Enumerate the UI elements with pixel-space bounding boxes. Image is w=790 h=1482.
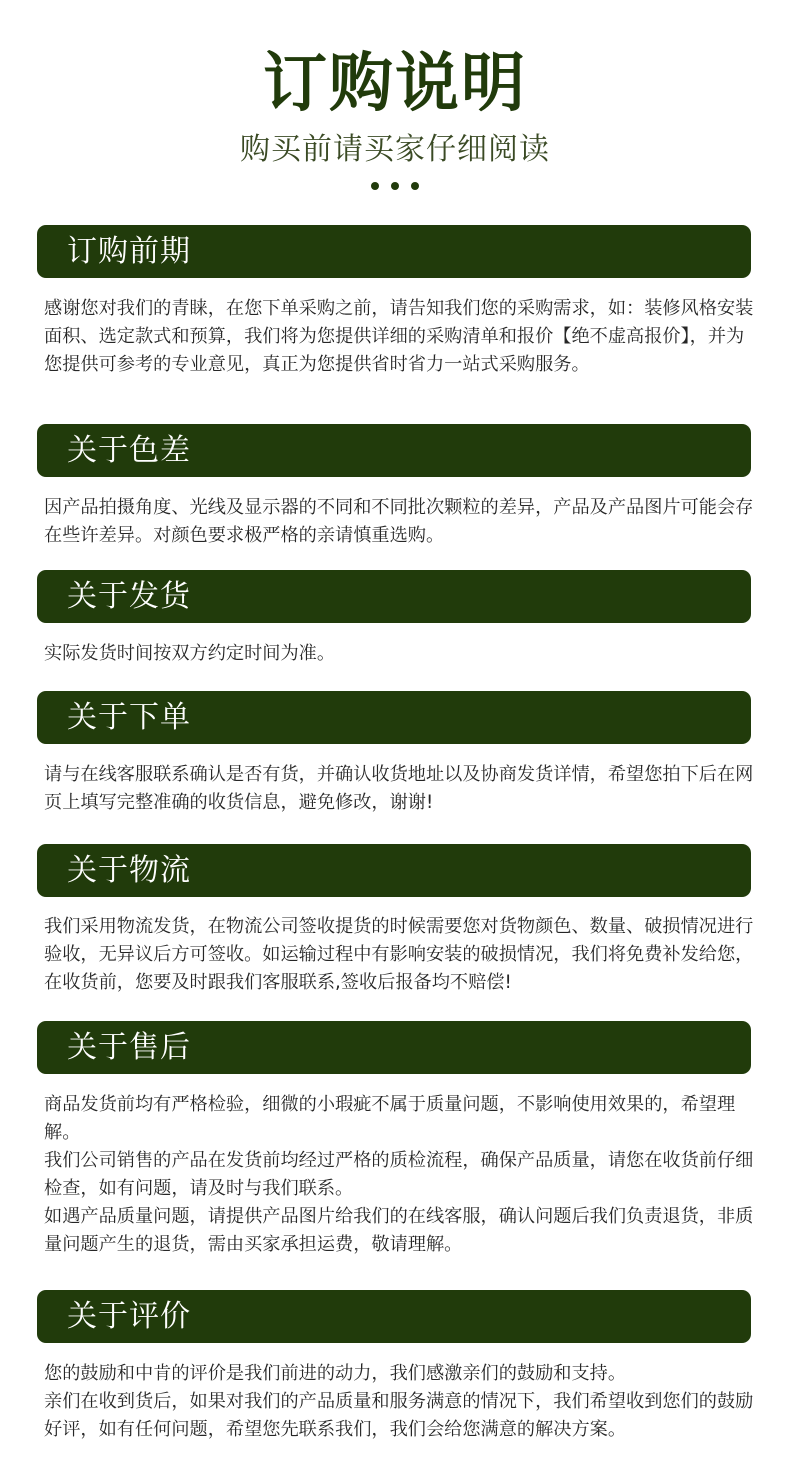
dot-icon <box>411 182 419 190</box>
page-subtitle: 购买前请买家仔细阅读 <box>240 132 550 167</box>
section-heading-color: 关于色差 <box>37 424 751 477</box>
paragraph: 商品发货前均有严格检验，细微的小瑕疵不属于质量问题，不影响使用效果的，希望理解。 <box>44 1094 736 1143</box>
section-heading-ordering: 订购前期 <box>37 225 751 278</box>
paragraph: 实际发货时间按双方约定时间为准。 <box>44 643 336 664</box>
paragraph: 亲们在收到货后，如果对我们的产品质量和服务满意的情况下，我们希望收到您们的鼓励好评，如有任何问题，希望您先联系我们，我们会给您满意的解决方案。 <box>44 1391 754 1440</box>
paragraph: 我们公司销售的产品在发货前均经过严格的质检流程，确保产品质量，请您在收货前仔细检查，如有问题，请及时与我们联系。 <box>44 1150 754 1199</box>
section-body-shipping <box>44 640 756 668</box>
section-body-color <box>44 494 756 550</box>
section-body-reviews <box>44 1360 756 1444</box>
section-heading-shipping: 关于发货 <box>37 570 751 623</box>
dot-icon <box>391 182 399 190</box>
paragraph: 我们采用物流发货，在物流公司签收提货的时候需要您对货物颜色、数量、破损情况进行验收，无异议后方可签收。如运输过程中有影响安装的破损情况，我们将免费补发给您，在收货前，您要及时跟我们客服联系,签收后报备均不赔偿! <box>44 916 754 993</box>
paragraph: 请与在线客服联系确认是否有货，并确认收货地址以及协商发货详情，希望您拍下后在网页上填写完整准确的收货信息，避免修改，谢谢! <box>44 764 754 813</box>
section-body-order <box>44 761 756 817</box>
section-body-ordering <box>44 295 756 379</box>
paragraph: 您的鼓励和中肯的评价是我们前进的动力，我们感激亲们的鼓励和支持。 <box>44 1363 627 1384</box>
paragraph: 感谢您对我们的青睐，在您下单采购之前，请告知我们您的采购需求，如：装修风格安装面积、选定款式和预算，我们将为您提供详细的采购清单和报价【绝不虚高报价】，并为您提供可参考的专业意见，真正为您提供省时省力一站式采购服务。 <box>44 298 754 375</box>
section-heading-order: 关于下单 <box>37 691 751 744</box>
section-heading-aftersales: 关于售后 <box>37 1021 751 1074</box>
paragraph: 如遇产品质量问题，请提供产品图片给我们的在线客服，确认问题后我们负责退货，非质量问题产生的退货，需由买家承担运费，敬请理解。 <box>44 1206 754 1255</box>
section-body-aftersales <box>44 1091 756 1259</box>
section-heading-logistics: 关于物流 <box>37 844 751 897</box>
section-body-logistics <box>44 913 756 997</box>
dot-icon <box>371 182 379 190</box>
paragraph: 因产品拍摄角度、光线及显示器的不同和不同批次颗粒的差异，产品及产品图片可能会存在些许差异。对颜色要求极严格的亲请慎重选购。 <box>44 497 754 546</box>
page-title: 订购说明 <box>263 47 527 121</box>
divider-dots <box>0 182 790 190</box>
section-heading-reviews: 关于评价 <box>37 1290 751 1343</box>
